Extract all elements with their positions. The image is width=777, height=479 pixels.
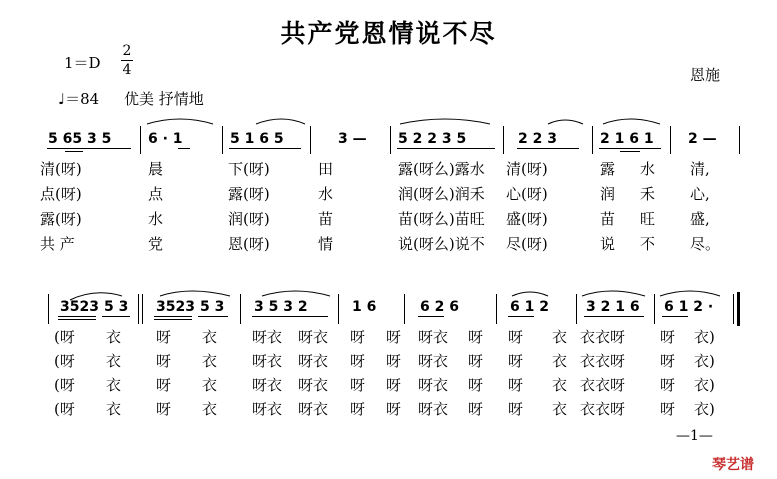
lyric-word: 呀 (156, 328, 172, 346)
lyric-word: 衣 (552, 400, 568, 418)
barline (338, 294, 339, 324)
lyric-word: 点(呀) (40, 185, 82, 203)
lyric-word: 呀 (508, 328, 524, 346)
measure-5: 5 2 2 3 5 (398, 131, 467, 147)
lyric-word: 露(呀) (40, 210, 82, 228)
lyric-word: 呀衣 (418, 376, 449, 394)
lyric-word: 尽。 (690, 235, 721, 253)
lyric-word: 禾 (640, 185, 656, 203)
measure-12: 1 6 (352, 299, 377, 315)
beam (662, 316, 688, 317)
barline (654, 294, 655, 324)
lyric-word: 呀 (468, 352, 484, 370)
beam (154, 316, 192, 317)
barline (240, 294, 241, 324)
lyric-word: 衣 (552, 328, 568, 346)
lyric-word: (呀 (54, 328, 75, 346)
lyric-word: 不 (640, 235, 656, 253)
lyric-word: 衣 (202, 352, 218, 370)
lyric-word: 尽(呀) (506, 235, 548, 253)
lyric-word: 水 (318, 185, 334, 203)
lyric-word: (呀 (54, 400, 75, 418)
lyric-word: 呀 (660, 352, 676, 370)
measure-6: 2 2 3 (518, 131, 557, 147)
measure-11: 3 5 3 2 (254, 299, 308, 315)
lyric-word: 润 (600, 185, 616, 203)
lyric-word: 晨 (148, 160, 164, 178)
lyric-word: 清(呀) (40, 160, 82, 178)
lyric-word: 说 (600, 235, 616, 253)
lyric-word: 衣衣呀 (580, 352, 626, 370)
lyric-word: 呀 (350, 376, 366, 394)
tempo-marking: ♩＝84 (58, 90, 100, 108)
measure-15: 3 2 1 6 (586, 299, 640, 315)
lyric-word: 润(呀么)润禾 (398, 185, 485, 203)
lyric-word: 呀 (386, 400, 402, 418)
beam (102, 316, 130, 317)
lyric-word: 衣衣呀 (580, 328, 626, 346)
lyric-word: 露 (600, 160, 616, 178)
measure-1: 5 65 3 5 (48, 131, 112, 147)
lyric-word: 呀 (386, 376, 402, 394)
lyric-word: 呀 (660, 328, 676, 346)
barline (576, 294, 577, 324)
lyric-word: 呀 (156, 376, 172, 394)
lyric-word: 呀衣 (298, 400, 329, 418)
page-number: —1— (676, 428, 713, 444)
lyric-word: 衣 (106, 328, 122, 346)
lyric-word: 苗 (600, 210, 616, 228)
lyric-word: 衣) (694, 352, 715, 370)
lyric-word: 呀 (508, 400, 524, 418)
lyric-word: 呀衣 (298, 328, 329, 346)
barline (138, 294, 139, 324)
lyric-word: 衣) (694, 376, 715, 394)
lyric-word: 衣 (552, 352, 568, 370)
lyric-word: 呀衣 (252, 400, 283, 418)
lyric-word: 呀 (156, 352, 172, 370)
lyric-word: 衣 (106, 352, 122, 370)
lyric-word: 润(呀) (228, 210, 270, 228)
lyric-word: 呀衣 (252, 376, 283, 394)
barline (496, 294, 497, 324)
measure-9: 3523 (60, 299, 99, 315)
lyric-word: 呀衣 (418, 352, 449, 370)
lyric-word: 呀 (468, 328, 484, 346)
lyric-word: 呀 (660, 400, 676, 418)
barline (404, 294, 405, 324)
barline (48, 294, 49, 324)
beam (584, 316, 644, 317)
lyric-word: 心(呀) (506, 185, 548, 203)
measure-4: 3 — (338, 131, 367, 147)
measure-8: 2 — (688, 131, 717, 147)
lyric-word: 衣) (694, 328, 715, 346)
lyric-word: 党 (148, 235, 164, 253)
lyric-word: 呀衣 (298, 352, 329, 370)
lyric-word: 露(呀) (228, 185, 270, 203)
watermark-logo: 琴艺谱 (712, 457, 754, 473)
lyric-word: 呀 (350, 328, 366, 346)
lyric-word: 清(呀) (506, 160, 548, 178)
lyric-word: 衣 (552, 376, 568, 394)
lyric-word: 呀 (660, 376, 676, 394)
lyric-word: 呀衣 (298, 376, 329, 394)
measure-2: 6 · 1 (148, 131, 183, 147)
lyric-word: 共 产 (40, 235, 75, 253)
lyric-word: 清, (690, 160, 710, 178)
page-title: 共产党恩情说不尽 (280, 19, 497, 48)
region-label: 恩施 (690, 66, 721, 84)
measure-16: 6 1 2 · (664, 299, 714, 315)
lyric-word: 呀 (386, 352, 402, 370)
lyric-word: 衣 (106, 400, 122, 418)
beam (418, 316, 444, 317)
measure-9b: 5 3 (104, 299, 129, 315)
measure-14: 6 1 2 (510, 299, 549, 315)
lyric-word: 衣 (106, 376, 122, 394)
beam (508, 316, 534, 317)
lyric-word: 衣衣呀 (580, 400, 626, 418)
time-signature-bottom: 4 (122, 62, 132, 78)
lyric-word: 呀衣 (418, 328, 449, 346)
lyric-word: 露(呀么)露水 (398, 160, 485, 178)
measure-7: 2 1 6 1 (600, 131, 654, 147)
lyric-word: 恩(呀) (228, 235, 270, 253)
lyric-word: 水 (148, 210, 164, 228)
beam (58, 319, 96, 320)
lyric-word: 呀 (508, 352, 524, 370)
expression-marking: 优美 抒情地 (124, 90, 204, 108)
lyric-word: 衣) (694, 400, 715, 418)
lyric-word: 呀 (468, 376, 484, 394)
final-barline (737, 292, 740, 326)
key-signature: 1＝D (64, 54, 101, 72)
lyric-word: 呀衣 (252, 352, 283, 370)
beam (198, 316, 228, 317)
lyric-word: 呀 (468, 400, 484, 418)
lyric-word: 田 (318, 160, 334, 178)
lyric-word: 盛(呀) (506, 210, 548, 228)
lyric-word: 点 (148, 185, 164, 203)
measure-3: 5 1 6 5 (230, 131, 284, 147)
lyric-word: 呀 (386, 328, 402, 346)
lyric-word: 水 (640, 160, 656, 178)
lyric-word: 苗 (318, 210, 334, 228)
measure-13: 6 2 6 (420, 299, 459, 315)
barline (733, 294, 734, 324)
lyric-word: 衣衣呀 (580, 376, 626, 394)
lyric-word: 盛, (690, 210, 710, 228)
lyric-word: (呀 (54, 352, 75, 370)
beam (154, 319, 192, 320)
lyric-word: 呀 (156, 400, 172, 418)
measure-10: 3523 (156, 299, 195, 315)
lyric-word: 呀 (350, 400, 366, 418)
measure-10b: 5 3 (200, 299, 225, 315)
beam (58, 316, 96, 317)
lyric-word: 下(呀) (228, 160, 270, 178)
lyric-word: 苗(呀么)苗旺 (398, 210, 485, 228)
lyric-word: 呀衣 (252, 328, 283, 346)
time-signature-top: 2 (122, 43, 132, 59)
lyric-word: (呀 (54, 376, 75, 394)
lyric-word: 呀 (350, 352, 366, 370)
beam (252, 316, 328, 317)
lyric-word: 呀衣 (418, 400, 449, 418)
lyric-word: 情 (318, 235, 334, 253)
lyric-word: 旺 (640, 210, 656, 228)
lyric-word: 衣 (202, 328, 218, 346)
lyric-word: 呀 (508, 376, 524, 394)
lyric-word: 说(呀么)说不 (398, 235, 485, 253)
barline (142, 294, 143, 324)
lyric-word: 衣 (202, 376, 218, 394)
lyric-word: 心, (690, 185, 710, 203)
lyric-word: 衣 (202, 400, 218, 418)
